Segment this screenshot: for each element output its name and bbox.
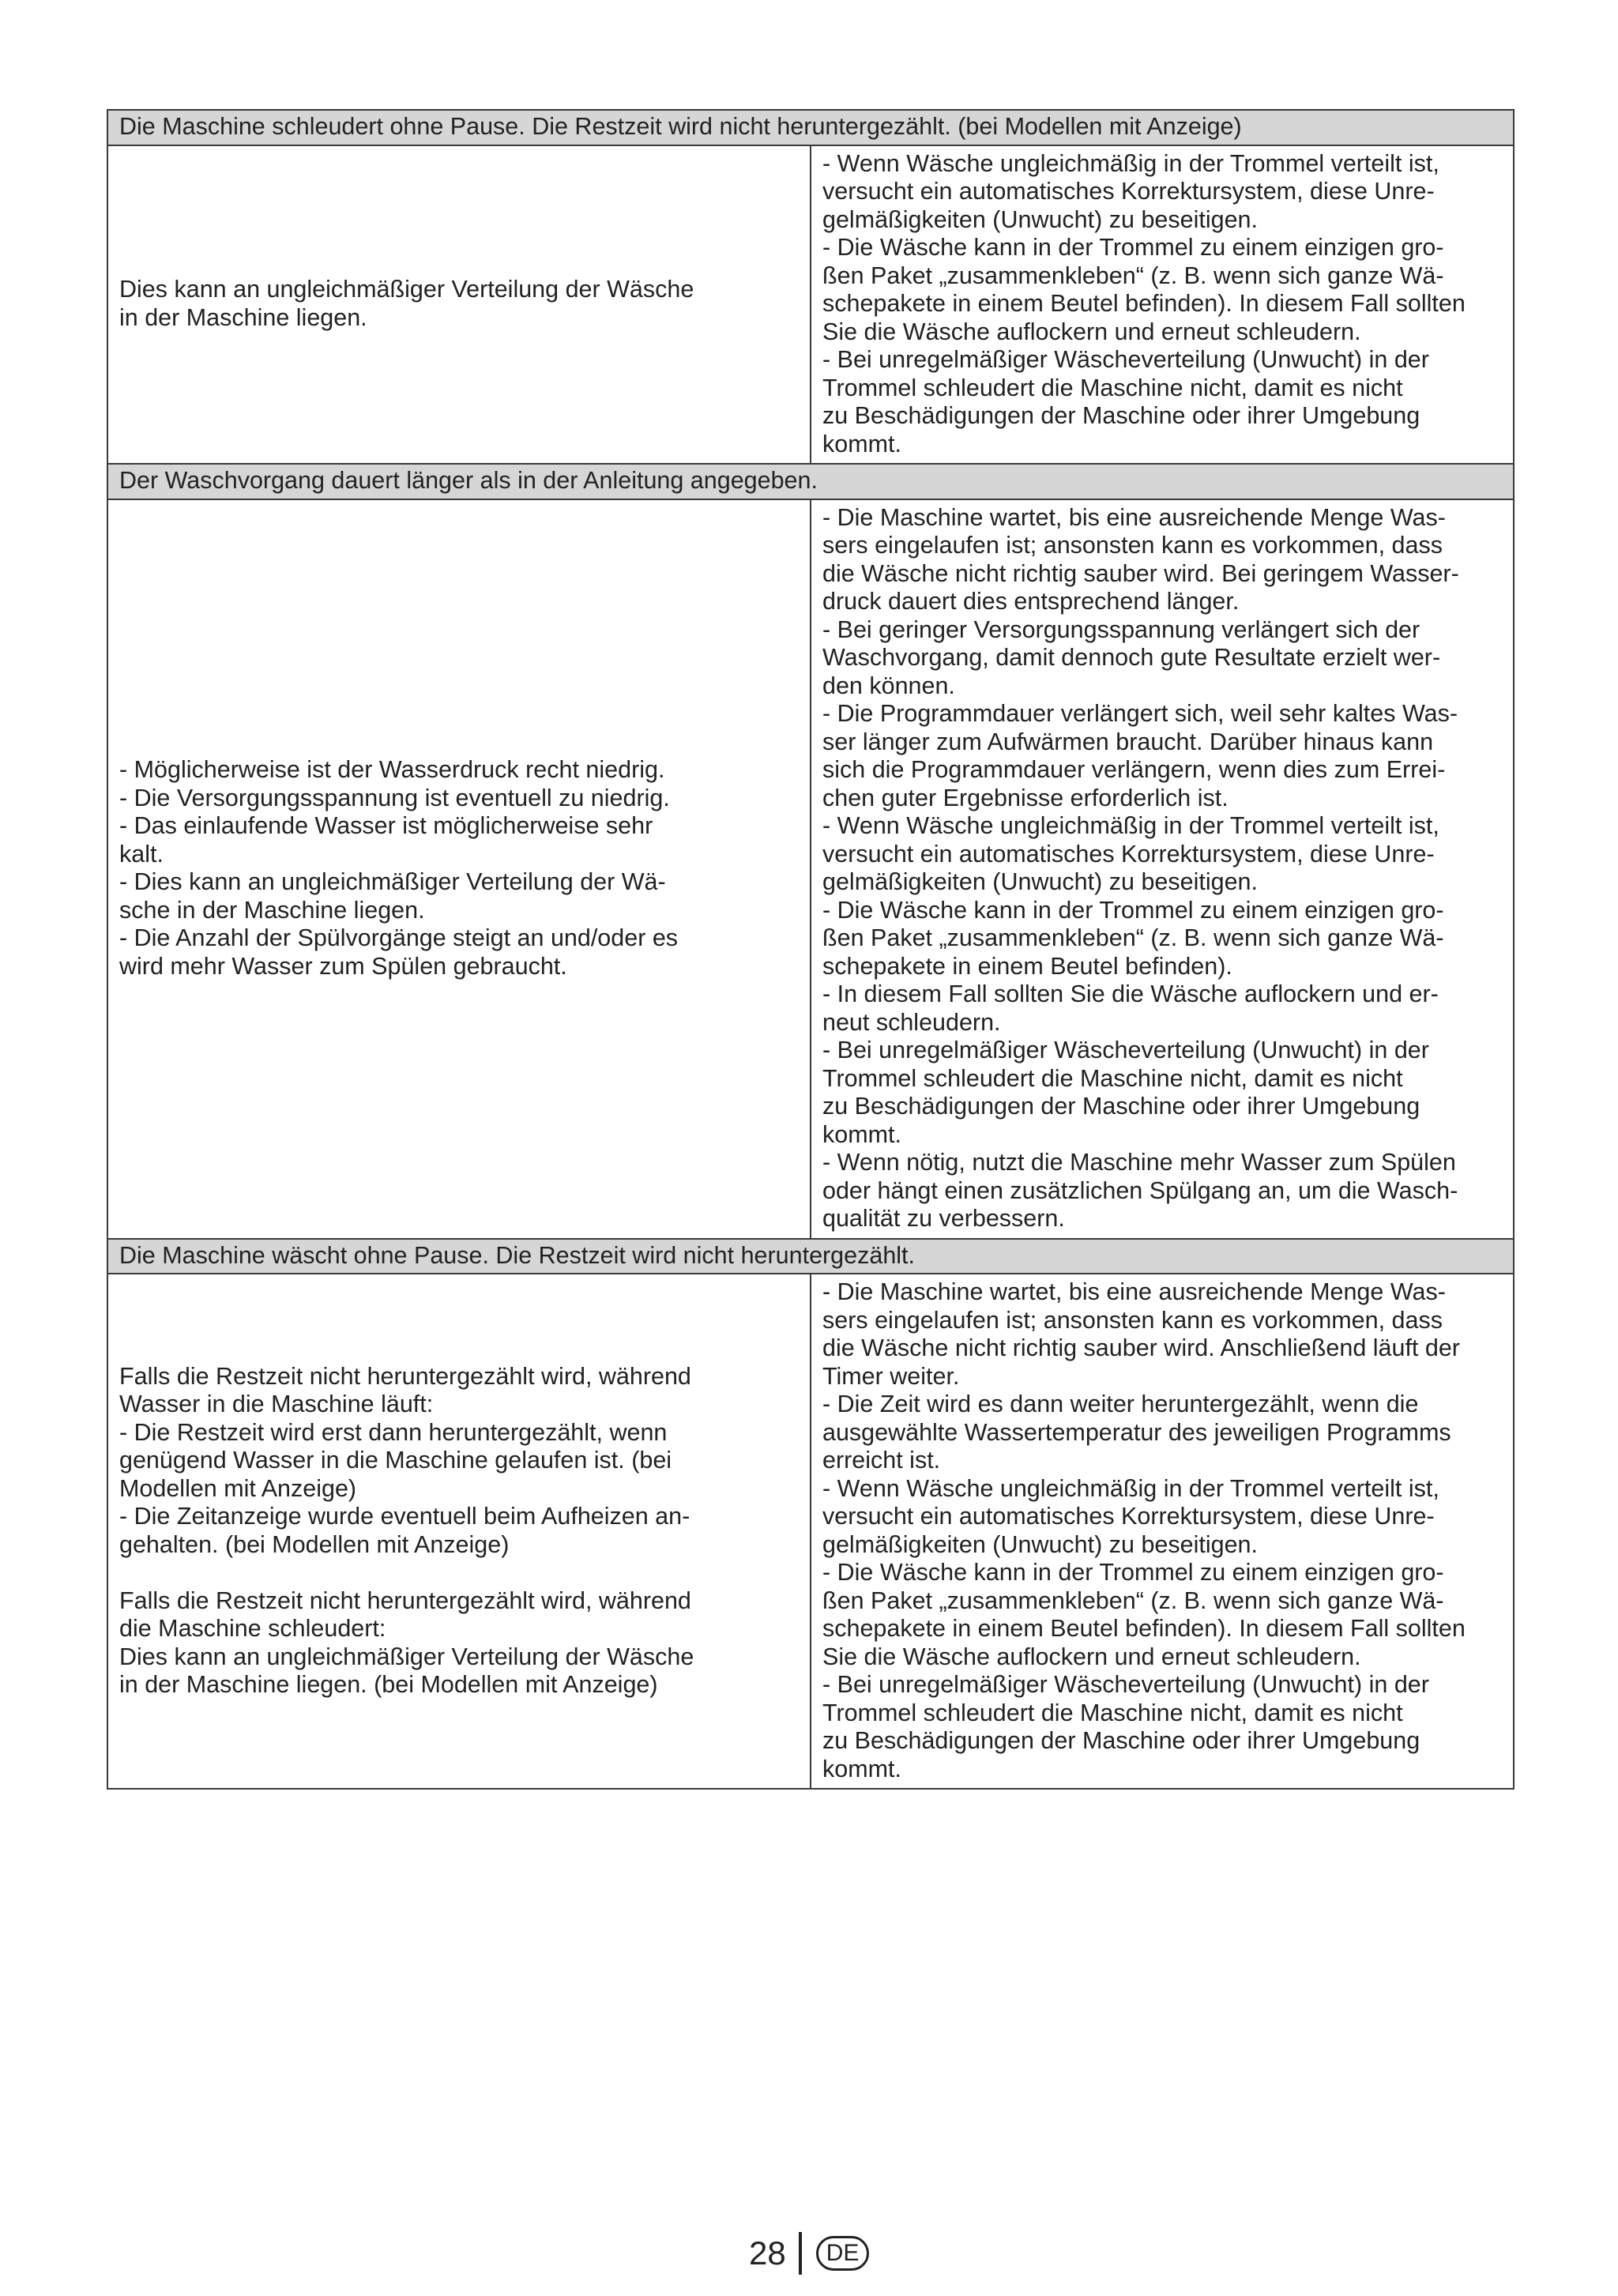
text-line: wird mehr Wasser zum Spülen gebraucht. bbox=[119, 952, 567, 980]
remedy-cell bbox=[811, 499, 1514, 1239]
problem-detail-row bbox=[107, 499, 1514, 1239]
language-badge: DE bbox=[816, 2236, 870, 2271]
footer-divider bbox=[799, 2232, 802, 2275]
text-line: sers eingelaufen ist; ansonsten kann es vorkommen, dass bbox=[822, 1306, 1443, 1334]
page-number: 28 bbox=[749, 2234, 786, 2272]
text-line: - Die Wäsche kann in der Trommel zu einem einzigen gro- bbox=[822, 896, 1444, 924]
text-line: Dies kann an ungleichmäßiger Verteilung der Wäsche bbox=[119, 1643, 694, 1670]
text-line: - Das einlaufende Wasser ist möglicherweise sehr bbox=[119, 812, 653, 839]
text-line: - Die Programmdauer verlängert sich, weil sehr kaltes Was- bbox=[822, 700, 1458, 727]
text-line: - Wenn Wäsche ungleichmäßig in der Trommel verteilt ist, bbox=[822, 812, 1439, 839]
problem-header-row bbox=[107, 464, 1514, 499]
text-line: die Wäsche nicht richtig sauber wird. Anschließend läuft der bbox=[822, 1334, 1460, 1361]
text-line: - Bei unregelmäßiger Wäscheverteilung (Unwucht) in der bbox=[822, 346, 1429, 373]
text-line: - Wenn Wäsche ungleichmäßig in der Trommel verteilt ist, bbox=[822, 1474, 1439, 1502]
text-line: - Die Wäsche kann in der Trommel zu einem einzigen gro- bbox=[822, 1559, 1444, 1586]
text-line: schepakete in einem Beutel befinden). bbox=[822, 952, 1232, 980]
text-line: ßen Paket „zusammenkleben“ (z. B. wenn sich ganze Wä- bbox=[822, 1586, 1444, 1614]
remedy-cell bbox=[811, 145, 1514, 465]
text-line: sche in der Maschine liegen. bbox=[119, 896, 425, 924]
problem-title: Die Maschine schleudert ohne Pause. Die Restzeit wird nicht heruntergezählt. (bei Modellen mit Anzeige) bbox=[107, 110, 1514, 145]
text-line: - In diesem Fall sollten Sie die Wäsche auflockern und er- bbox=[822, 981, 1439, 1007]
cause-cell bbox=[107, 499, 811, 1239]
table-body bbox=[107, 110, 1514, 1789]
text-line: in der Maschine liegen. bbox=[119, 303, 367, 331]
text-line: kommt. bbox=[822, 1120, 901, 1148]
text-line: chen guter Ergebnisse erforderlich ist. bbox=[822, 784, 1229, 811]
troubleshooting-table bbox=[107, 109, 1515, 1790]
text-line: - Bei unregelmäßiger Wäscheverteilung (Unwucht) in der bbox=[822, 1671, 1429, 1698]
text-line: - Bei geringer Versorgungsspannung verlängert sich der bbox=[822, 615, 1420, 643]
text-line: neut schleudern. bbox=[822, 1008, 1001, 1036]
text-line: erreicht ist. bbox=[822, 1447, 941, 1474]
text-line: - Möglicherweise ist der Wasserdruck recht niedrig. bbox=[119, 756, 665, 783]
text-line: versucht ein automatisches Korrektursystem, diese Unre- bbox=[822, 178, 1435, 205]
text-line: - Die Anzahl der Spülvorgänge steigt an und/oder es bbox=[119, 924, 679, 951]
text-line: Sie die Wäsche auflockern und erneut schleudern. bbox=[822, 1643, 1361, 1670]
problem-header-row bbox=[107, 1239, 1514, 1274]
problem-header-row bbox=[107, 110, 1514, 145]
text-line: Modellen mit Anzeige) bbox=[119, 1474, 357, 1502]
text-line: - Dies kann an ungleichmäßiger Verteilung der Wä- bbox=[119, 868, 666, 895]
text-line: sers eingelaufen ist; ansonsten kann es vorkommen, dass bbox=[822, 532, 1443, 559]
text-line: kalt. bbox=[119, 840, 164, 868]
text-line: gelmäßigkeiten (Unwucht) zu beseitigen. bbox=[822, 868, 1258, 895]
text-line: versucht ein automatisches Korrektursystem, diese Unre- bbox=[822, 840, 1435, 868]
text-line: - Die Maschine wartet, bis eine ausreichende Menge Was- bbox=[822, 1278, 1446, 1305]
text-line: Timer weiter. bbox=[822, 1362, 960, 1390]
text-line: - Bei unregelmäßiger Wäscheverteilung (Unwucht) in der bbox=[822, 1037, 1429, 1063]
text-line: ser länger zum Aufwärmen braucht. Darüber hinaus kann bbox=[822, 728, 1434, 755]
text-line: genügend Wasser in die Maschine gelaufen ist. (bei bbox=[119, 1447, 672, 1474]
problem-detail-row bbox=[107, 145, 1514, 465]
text-line: - Die Maschine wartet, bis eine ausreichende Menge Was- bbox=[822, 503, 1446, 531]
text-line: ßen Paket „zusammenkleben“ (z. B. wenn sich ganze Wä- bbox=[822, 924, 1444, 951]
text-line: kommt. bbox=[822, 430, 901, 457]
text-line: qualität zu verbessern. bbox=[822, 1205, 1065, 1232]
text-line: zu Beschädigungen der Maschine oder ihrer Umgebung bbox=[822, 1727, 1420, 1754]
text-line: die Wäsche nicht richtig sauber wird. Bei geringem Wasser- bbox=[822, 559, 1459, 587]
text-line: - Wenn nötig, nutzt die Maschine mehr Wasser zum Spülen bbox=[822, 1149, 1456, 1176]
text-line: in der Maschine liegen. (bei Modellen mit Anzeige) bbox=[119, 1671, 658, 1698]
text-line: - Die Zeitanzeige wurde eventuell beim Aufheizen an- bbox=[119, 1503, 690, 1530]
text-line: gelmäßigkeiten (Unwucht) zu beseitigen. bbox=[822, 205, 1258, 233]
text-line: - Die Restzeit wird erst dann heruntergezählt, wenn bbox=[119, 1418, 668, 1446]
text-line: - Die Versorgungsspannung ist eventuell zu niedrig. bbox=[119, 784, 670, 811]
text-line: ausgewählte Wassertemperatur des jeweiligen Programms bbox=[822, 1418, 1451, 1446]
text-line: Waschvorgang, damit dennoch gute Resultate erzielt wer- bbox=[822, 644, 1441, 671]
text-line: versucht ein automatisches Korrektursystem, diese Unre- bbox=[822, 1503, 1435, 1530]
text-line: - Die Wäsche kann in der Trommel zu einem einzigen gro- bbox=[822, 234, 1444, 261]
text-line: schepakete in einem Beutel befinden). In diesem Fall sollten bbox=[822, 290, 1466, 317]
text-line: gehalten. (bei Modellen mit Anzeige) bbox=[119, 1530, 510, 1558]
page-footer bbox=[749, 2230, 869, 2277]
paragraph-gap bbox=[119, 1559, 800, 1587]
text-line: sich die Programmdauer verlängern, wenn dies zum Errei- bbox=[822, 756, 1446, 783]
text-line: den können. bbox=[822, 672, 955, 699]
text-line: - Die Zeit wird es dann weiter heruntergezählt, wenn die bbox=[822, 1391, 1419, 1417]
text-line: schepakete in einem Beutel befinden). In diesem Fall sollten bbox=[822, 1615, 1466, 1642]
text-line: die Maschine schleudert: bbox=[119, 1615, 386, 1642]
text-line: Trommel schleudert die Maschine nicht, damit es nicht bbox=[822, 1699, 1403, 1726]
text-line: zu Beschädigungen der Maschine oder ihrer Umgebung bbox=[822, 402, 1420, 429]
cause-cell bbox=[107, 1274, 811, 1789]
text-line: zu Beschädigungen der Maschine oder ihrer Umgebung bbox=[822, 1093, 1420, 1120]
problem-title: Die Maschine wäscht ohne Pause. Die Restzeit wird nicht heruntergezählt. bbox=[107, 1239, 1514, 1274]
cause-cell bbox=[107, 145, 811, 465]
text-line: Falls die Restzeit nicht heruntergezählt wird, während bbox=[119, 1362, 691, 1390]
text-line: oder hängt einen zusätzlichen Spülgang an, um die Wasch- bbox=[822, 1176, 1458, 1204]
text-line: - Wenn Wäsche ungleichmäßig in der Trommel verteilt ist, bbox=[822, 149, 1439, 177]
problem-detail-row bbox=[107, 1274, 1514, 1789]
text-line: Sie die Wäsche auflockern und erneut schleudern. bbox=[822, 318, 1361, 345]
text-line: druck dauert dies entsprechend länger. bbox=[822, 588, 1240, 615]
text-line: Trommel schleudert die Maschine nicht, damit es nicht bbox=[822, 1064, 1403, 1092]
text-line: Trommel schleudert die Maschine nicht, damit es nicht bbox=[822, 374, 1403, 401]
text-line: Falls die Restzeit nicht heruntergezählt wird, während bbox=[119, 1586, 691, 1614]
text-line: Dies kann an ungleichmäßiger Verteilung der Wäsche bbox=[119, 276, 694, 303]
text-line: kommt. bbox=[822, 1755, 901, 1782]
problem-title: Der Waschvorgang dauert länger als in der Anleitung angegeben. bbox=[107, 464, 1514, 499]
text-line: ßen Paket „zusammenkleben“ (z. B. wenn sich ganze Wä- bbox=[822, 262, 1444, 289]
remedy-cell bbox=[811, 1274, 1514, 1789]
text-line: gelmäßigkeiten (Unwucht) zu beseitigen. bbox=[822, 1530, 1258, 1558]
text-line: Wasser in die Maschine läuft: bbox=[119, 1391, 434, 1417]
